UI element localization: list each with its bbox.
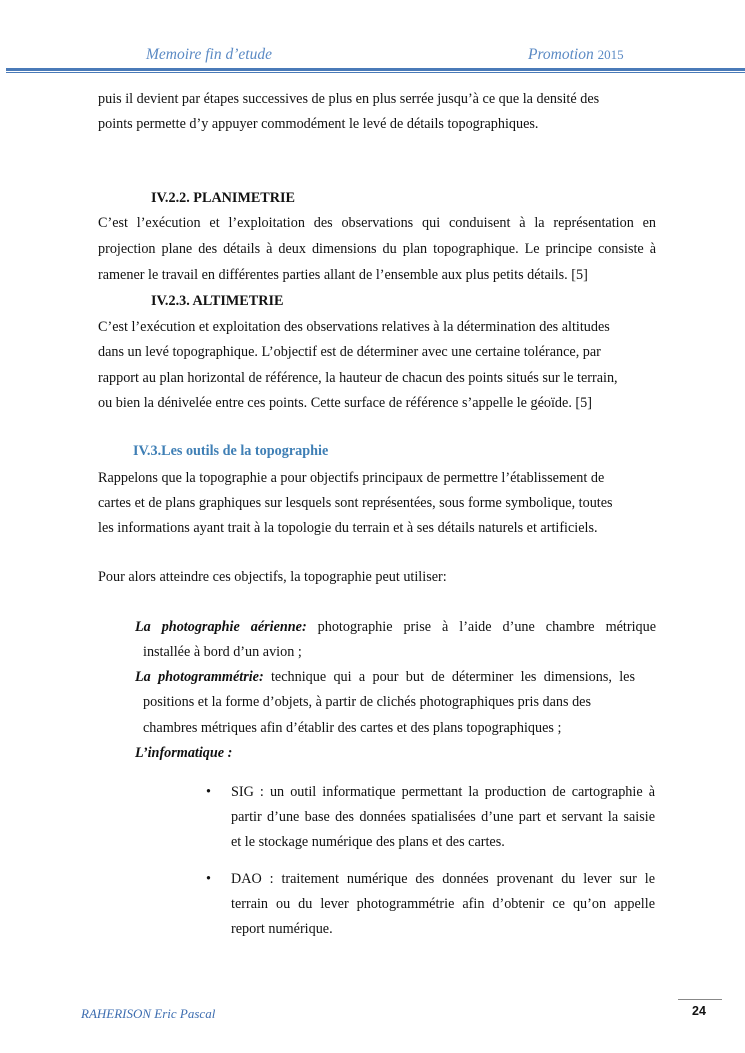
sig-line-3: et le stockage numérique des plans et des cartes.	[231, 834, 505, 850]
list-photogrammetrie-line-3: chambres métriques afin d’établir des cartes et des plans topographiques ;	[143, 720, 562, 736]
list-photographie-line-2: installée à bord d’un avion ;	[143, 644, 302, 660]
outils-heading: IV.3.Les outils de la topographie	[133, 443, 329, 459]
sig-line-1: SIG : un outil informatique permettant la production de cartographie à	[231, 784, 655, 800]
footer-author: RAHERISON Eric Pascal	[81, 1006, 216, 1021]
outils-line-2: cartes et de plans graphiques sur lesquels sont représentées, sous forme symbolique, toutes	[98, 495, 613, 511]
list-photogrammetrie-line-2: positions et la forme d’objets, à partir de clichés photographiques pris dans des	[143, 694, 591, 710]
bullet-dao: •	[206, 871, 211, 887]
altimetrie-line-2: dans un levé topographique. L’objectif est de déterminer avec une certaine tolérance, par	[98, 344, 601, 360]
planimetrie-line-3: ramener le travail en différentes parties allant de l’ensemble aux plus petits détails. [5]	[98, 267, 588, 283]
altimetrie-line-3: rapport au plan horizontal de référence, la hauteur de chacun des points situés sur le terrain,	[98, 370, 618, 386]
header-rule	[6, 68, 745, 71]
header-title: Memoire fin d’etude	[146, 46, 272, 63]
dao-line-1: DAO : traitement numérique des données provenant du lever sur le	[231, 871, 655, 887]
planimetrie-line-1: C’est l’exécution et l’exploitation des observations qui conduisent à la représentation en	[98, 215, 656, 231]
header-rule-thin	[6, 72, 745, 73]
outils-line-3: les informations ayant trait à la topologie du terrain et à ses détails naturels et artificiels.	[98, 520, 598, 536]
intro-line-2: points permette d’y appuyer commodément le levé de détails topographiques.	[98, 116, 539, 132]
header-year: 2015	[597, 47, 624, 62]
list-term-photogrammetrie: La photogrammétrie:	[135, 669, 264, 685]
list-text-photographie: photographie prise à l’aide d’une chambre métrique	[306, 619, 656, 635]
list-item-photogrammetrie	[135, 670, 635, 684]
header-promotion	[528, 46, 624, 64]
intro-line-1: puis il devient par étapes successives de plus en plus serrée jusqu’à ce que la densité des	[98, 91, 600, 107]
sig-line-2: partir d’une base des données spatialisées d’une part et servant la saisie	[231, 809, 655, 825]
planimetrie-heading: IV.2.2. PLANIMETRIE	[151, 190, 296, 206]
list-term-photographie: La photographie aérienne:	[135, 619, 307, 635]
altimetrie-line-1: C’est l’exécution et exploitation des observations relatives à la détermination des altitudes	[98, 319, 610, 335]
dao-line-3: report numérique.	[231, 921, 333, 937]
dao-line-2: terrain ou du lever photogrammétrie afin d’obtenir ce qu’on appelle	[231, 896, 655, 912]
outils-line-1: Rappelons que la topographie a pour objectifs principaux de permettre l’établissement de	[98, 470, 605, 486]
list-item-photographie	[135, 620, 656, 634]
altimetrie-heading: IV.2.3. ALTIMETRIE	[151, 293, 284, 309]
outils-line-4: Pour alors atteindre ces objectifs, la topographie peut utiliser:	[98, 569, 447, 585]
bullet-sig: •	[206, 784, 211, 800]
altimetrie-line-4: ou bien la dénivelée entre ces points. Cette surface de référence s’appelle le géoïde. [5]	[98, 395, 592, 411]
list-term-informatique: L’informatique :	[135, 745, 233, 761]
footer-rule	[678, 999, 722, 1000]
header-promotion-label: Promotion	[528, 46, 594, 63]
page-number: 24	[692, 1004, 706, 1018]
planimetrie-line-2: projection plane des détails à deux dimensions du plan topographique. Le principe consiste à	[98, 241, 656, 257]
list-text-photogrammetrie: technique qui a pour but de déterminer les dimensions, les	[263, 669, 635, 685]
